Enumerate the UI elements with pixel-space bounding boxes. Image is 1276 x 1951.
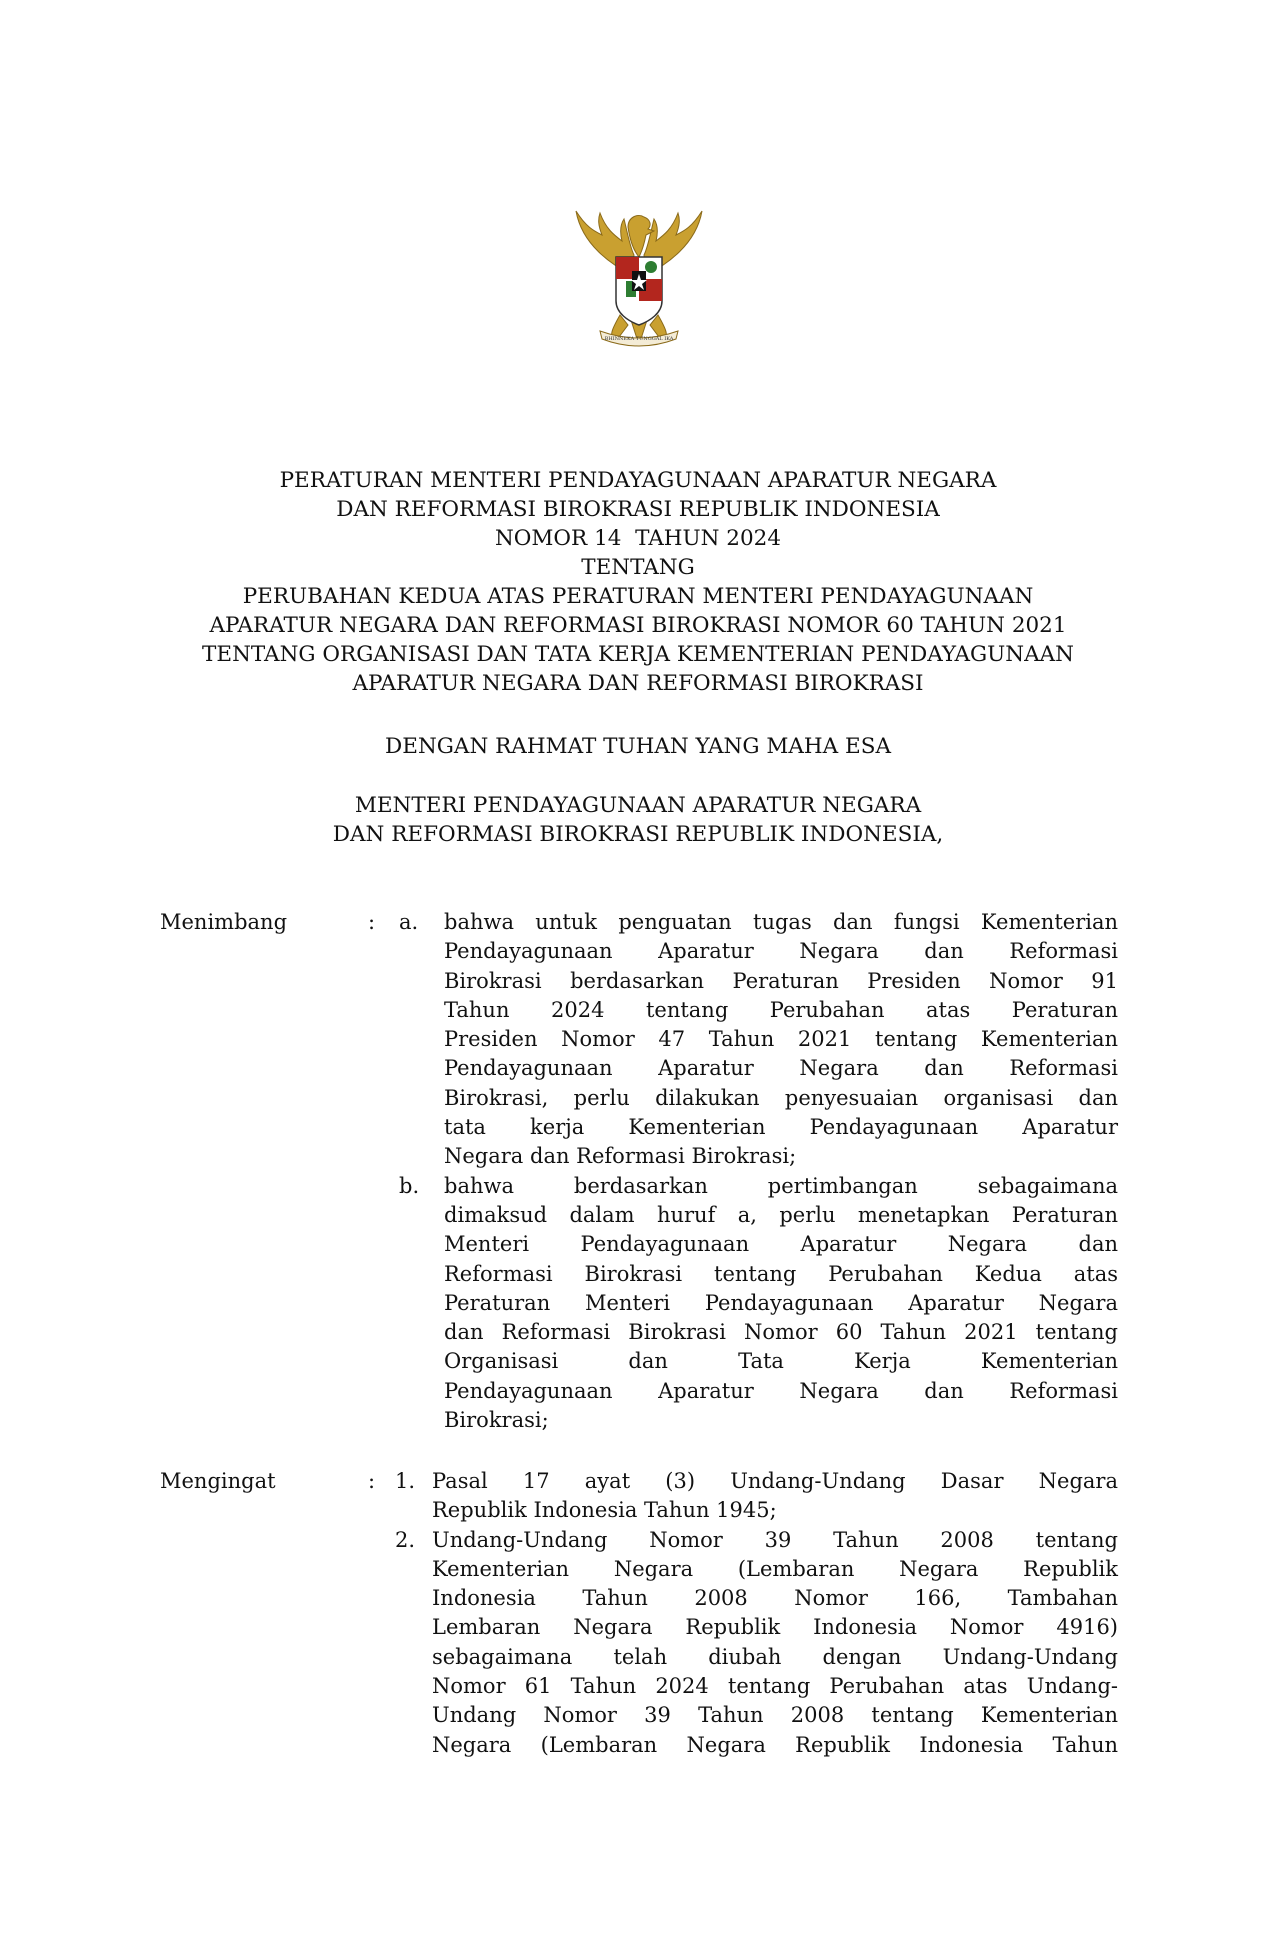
text-line: Nomor 61 Tahun 2024 tentang Perubahan atas Undang- bbox=[432, 1674, 1118, 1699]
invocation bbox=[0, 732, 1276, 761]
text-line: Birokrasi berdasarkan Peraturan Presiden Nomor 91 bbox=[444, 968, 1118, 993]
text-line: dan Reformasi Birokrasi Nomor 60 Tahun 2021 tentang bbox=[444, 1320, 1118, 1345]
text-line: Birokrasi; bbox=[444, 1408, 549, 1433]
list-item-text bbox=[432, 1526, 1118, 1760]
list-marker: a. bbox=[399, 910, 419, 934]
text-line: Pendayagunaan Aparatur Negara dan Reformasi bbox=[444, 939, 1118, 964]
list-marker: 1. bbox=[395, 1469, 416, 1493]
list-item-text bbox=[444, 908, 1118, 1172]
title-line: APARATUR NEGARA DAN REFORMASI BIROKRASI bbox=[352, 671, 924, 696]
minister-line: MENTERI PENDAYAGUNAAN APARATUR NEGARA bbox=[354, 793, 922, 818]
title-line: TENTANG ORGANISASI DAN TATA KERJA KEMENTERIAN PENDAYAGUNAAN bbox=[202, 642, 1074, 667]
section-colon: : bbox=[368, 1469, 376, 1493]
text-line: Kementerian Negara (Lembaran Negara Republik bbox=[432, 1556, 1118, 1581]
text-line: Presiden Nomor 47 Tahun 2021 tentang Kementerian bbox=[444, 1027, 1118, 1052]
regulation-title bbox=[0, 466, 1276, 698]
section-label: Mengingat bbox=[160, 1469, 276, 1493]
title-line: TENTANG bbox=[581, 555, 695, 580]
text-line: dimaksud dalam huruf a, perlu menetapkan Peraturan bbox=[444, 1202, 1118, 1227]
text-line: Pendayagunaan Aparatur Negara dan Reformasi bbox=[444, 1378, 1118, 1403]
text-line: Menteri Pendayagunaan Aparatur Negara dan bbox=[444, 1232, 1118, 1257]
text-line: Tahun 2024 tentang Perubahan atas Peraturan bbox=[444, 997, 1118, 1022]
text-line: Pendayagunaan Aparatur Negara dan Reformasi bbox=[444, 1056, 1118, 1081]
title-line: NOMOR 14 TAHUN 2024 bbox=[494, 526, 782, 551]
text-line: bahwa untuk penguatan tugas dan fungsi Kementerian bbox=[444, 910, 1118, 934]
minister-line: DAN REFORMASI BIROKRASI REPUBLIK INDONESIA, bbox=[332, 822, 944, 847]
invocation-text: DENGAN RAHMAT TUHAN YANG MAHA ESA bbox=[385, 734, 891, 759]
section-label: Menimbang bbox=[160, 910, 288, 934]
garuda-pancasila-emblem bbox=[572, 205, 706, 351]
text-line: Indonesia Tahun 2008 Nomor 166, Tambahan bbox=[432, 1586, 1118, 1611]
title-line: APARATUR NEGARA DAN REFORMASI BIROKRASI NOMOR 60 TAHUN 2021 bbox=[209, 613, 1067, 638]
title-line: PERUBAHAN KEDUA ATAS PERATURAN MENTERI PENDAYAGUNAAN bbox=[242, 584, 1034, 609]
text-line: Reformasi Birokrasi tentang Perubahan Kedua atas bbox=[444, 1261, 1118, 1286]
text-line: Pasal 17 ayat (3) Undang-Undang Dasar Negara bbox=[432, 1469, 1118, 1493]
text-line: Negara (Lembaran Negara Republik Indonesia Tahun bbox=[432, 1732, 1118, 1757]
text-line: sebagaimana telah diubah dengan Undang-Undang bbox=[432, 1644, 1118, 1669]
text-line: Lembaran Negara Republik Indonesia Nomor 4916) bbox=[432, 1615, 1118, 1640]
title-line: DAN REFORMASI BIROKRASI REPUBLIK INDONESIA bbox=[336, 497, 940, 522]
section-colon: : bbox=[368, 910, 376, 934]
list-marker: 2. bbox=[395, 1527, 416, 1552]
text-line: tata kerja Kementerian Pendayagunaan Aparatur bbox=[444, 1115, 1118, 1140]
text-line: Peraturan Menteri Pendayagunaan Aparatur Negara bbox=[444, 1290, 1118, 1315]
text-line: Organisasi dan Tata Kerja Kementerian bbox=[444, 1349, 1118, 1374]
minister-title bbox=[0, 791, 1276, 849]
text-line: Birokrasi, perlu dilakukan penyesuaian organisasi dan bbox=[444, 1085, 1118, 1110]
list-marker: b. bbox=[399, 1173, 420, 1198]
text-line: Negara dan Reformasi Birokrasi; bbox=[444, 1144, 797, 1169]
svg-text:BHINNEKA TUNGGAL IKA: BHINNEKA TUNGGAL IKA bbox=[604, 336, 674, 342]
title-line: PERATURAN MENTERI PENDAYAGUNAAN APARATUR NEGARA bbox=[279, 468, 997, 493]
text-line: Undang Nomor 39 Tahun 2008 tentang Kementerian bbox=[432, 1703, 1118, 1728]
text-line: Undang-Undang Nomor 39 Tahun 2008 tentang bbox=[432, 1527, 1118, 1552]
list-item-text bbox=[444, 1172, 1118, 1436]
text-line: bahwa berdasarkan pertimbangan sebagaimana bbox=[444, 1173, 1118, 1198]
list-item-text bbox=[432, 1467, 1118, 1526]
text-line: Republik Indonesia Tahun 1945; bbox=[432, 1498, 777, 1523]
